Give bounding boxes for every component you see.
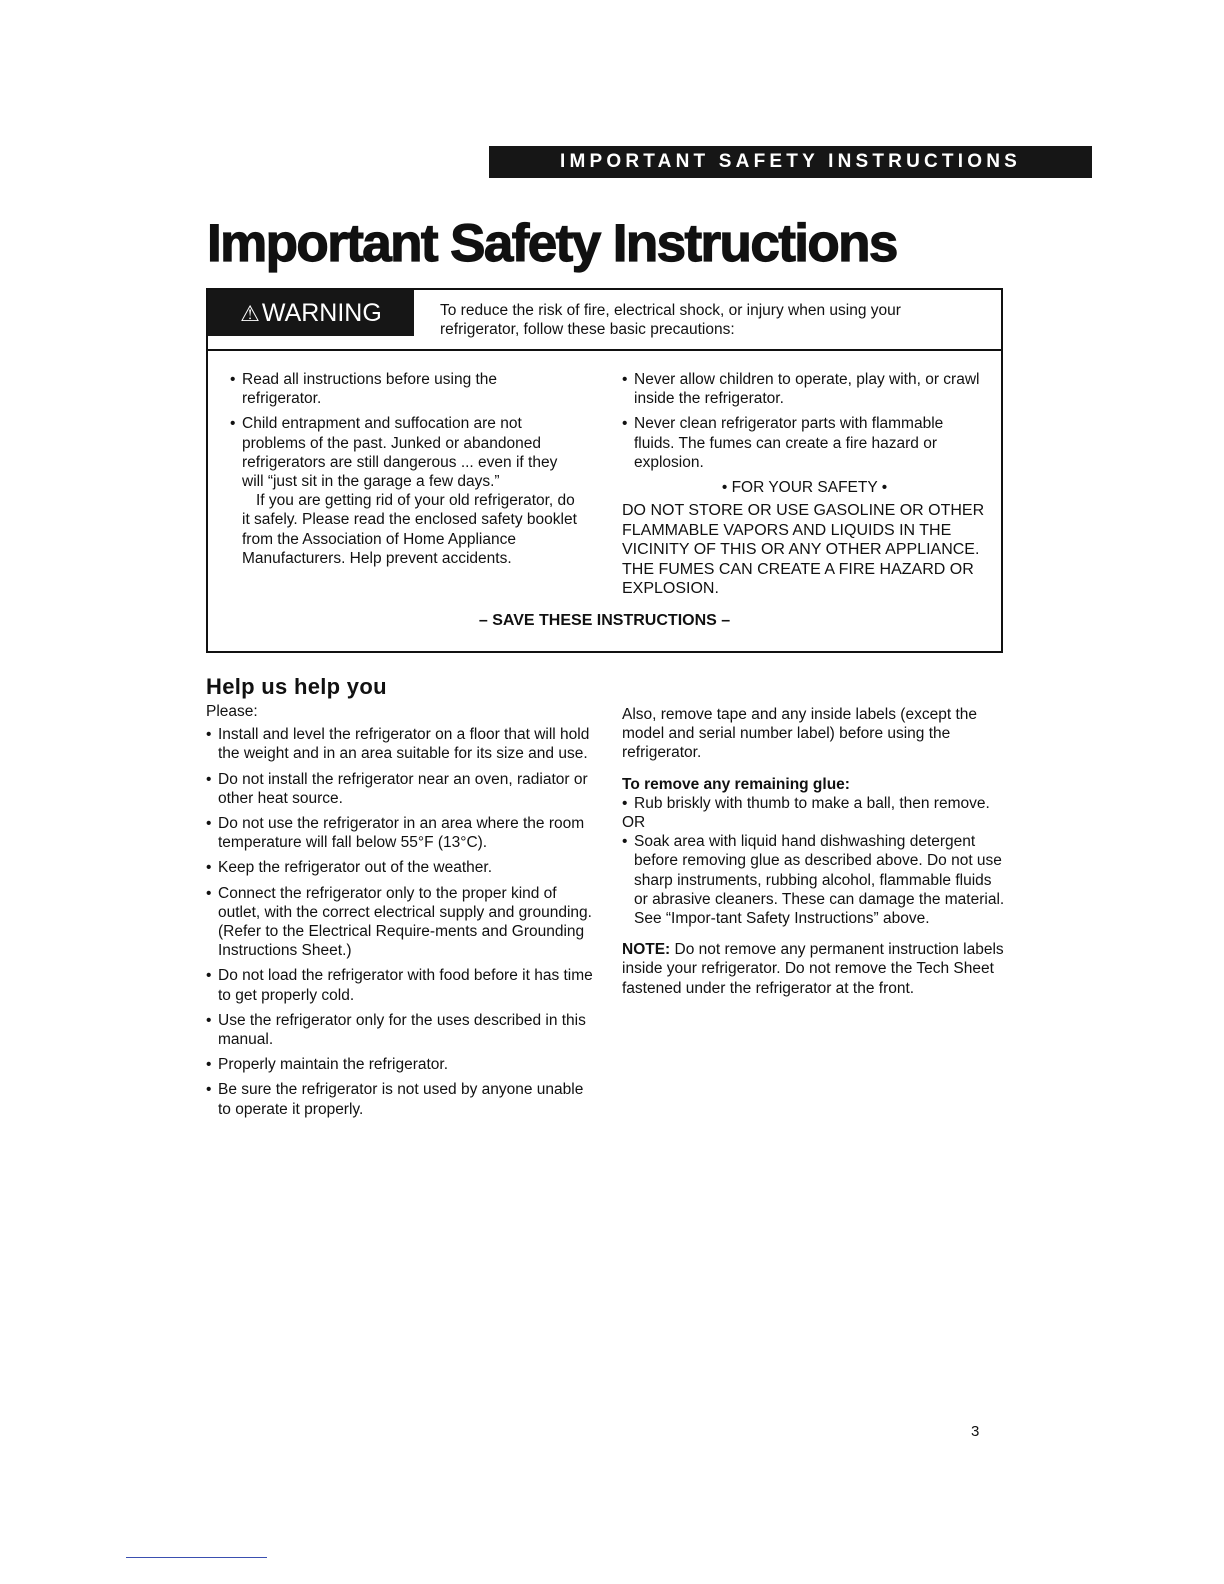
- help-list-item: • Do not load the refrigerator with food before it has time to get properly cold.: [206, 966, 596, 1004]
- note-text: Do not remove any permanent instruction labels inside your refrigerator. Do not remove the Tech Sheet fastened under the refrigerator at the front.: [622, 941, 1004, 997]
- help-right-column: [622, 705, 1007, 998]
- warning-box: [206, 288, 1003, 653]
- help-list-item: • Do not use the refrigerator in an area where the room temperature will fall below 55°F (13°C).: [206, 814, 596, 852]
- note-paragraph: [622, 940, 1007, 998]
- save-instructions-line: – SAVE THESE INSTRUCTIONS –: [478, 612, 731, 629]
- footnote-rule: [126, 1557, 267, 1558]
- please-label: Please:: [206, 703, 258, 720]
- warning-continuation: If you are getting rid of your old refrigerator, do it safely. Please read the enclosed safety booklet from the Association of Home Appliance Manufacturers. Help prevent accidents.: [242, 492, 577, 567]
- warning-list-item: • Never allow children to operate, play with, or crawl inside the refrigerator.: [622, 370, 987, 408]
- help-list-item: • Keep the refrigerator out of the weather.: [206, 858, 596, 877]
- page-title: Important Safety Instructions: [207, 214, 897, 273]
- help-list-item: • Properly maintain the refrigerator.: [206, 1055, 596, 1074]
- help-list-item: • Connect the refrigerator only to the proper kind of outlet, with the correct electrical supply and grounding. (Refer to the Electrical Require-ments and Grounding Instructions Sheet.): [206, 884, 596, 961]
- warning-divider: [208, 349, 1001, 351]
- warning-list-item: • Child entrapment and suffocation are not problems of the past. Junked or abandoned refrigerators are still dangerous ... even if they will “just sit in the garage a few days.”: [230, 414, 580, 491]
- warning-triangle-icon: ⚠: [240, 301, 260, 326]
- warning-list-item: • Never clean refrigerator parts with flammable fluids. The fumes can create a fire hazard or explosion.: [622, 414, 987, 472]
- warning-list-item: • Read all instructions before using the refrigerator.: [230, 370, 580, 408]
- or-label: OR: [622, 814, 646, 832]
- help-list-item: • Do not install the refrigerator near an oven, radiator or other heat source.: [206, 770, 596, 808]
- help-list-item: • Install and level the refrigerator on a floor that will hold the weight and in an area suitable for its size and use.: [206, 725, 596, 763]
- for-your-safety-heading: • FOR YOUR SAFETY •: [721, 479, 888, 497]
- note-label: NOTE:: [622, 941, 671, 959]
- help-section-heading: Help us help you: [206, 674, 387, 699]
- also-remove-tape: Also, remove tape and any inside labels (except the model and serial number label) before using the refrigerator.: [622, 706, 977, 762]
- warning-right-column: [622, 370, 987, 599]
- flammable-warning-text: DO NOT STORE OR USE GASOLINE OR OTHER FLAMMABLE VAPORS AND LIQUIDS IN THE VICINITY OF THIS OR ANY OTHER APPLIANCE. THE FUMES CAN CREATE A FIRE HAZARD OR EXPLOSION.: [622, 502, 985, 598]
- help-left-column: [206, 702, 596, 1125]
- glue-list-item: • Soak area with liquid hand dishwashing detergent before removing glue as described above. Do not use sharp instruments, rubbing alcohol, flammable fluids or abrasive cleaners. These can damage the material. See “Impor-tant Safety Instructions” above.: [622, 832, 1007, 928]
- help-list-item: • Be sure the refrigerator is not used by anyone unable to operate it properly.: [206, 1080, 596, 1118]
- page-number: 3: [971, 1423, 980, 1440]
- warning-badge-label: WARNING: [261, 299, 382, 327]
- warning-left-column: [230, 370, 580, 568]
- help-list-item: • Use the refrigerator only for the uses described in this manual.: [206, 1011, 596, 1049]
- warning-intro: To reduce the risk of fire, electrical shock, or injury when using your refrigerator, follow these basic precautions:: [440, 302, 901, 338]
- glue-heading: To remove any remaining glue:: [622, 775, 850, 793]
- section-header-band: IMPORTANT SAFETY INSTRUCTIONS: [489, 146, 1092, 178]
- glue-list-item: • Rub briskly with thumb to make a ball, then remove.: [622, 794, 1007, 813]
- warning-badge: [208, 290, 414, 336]
